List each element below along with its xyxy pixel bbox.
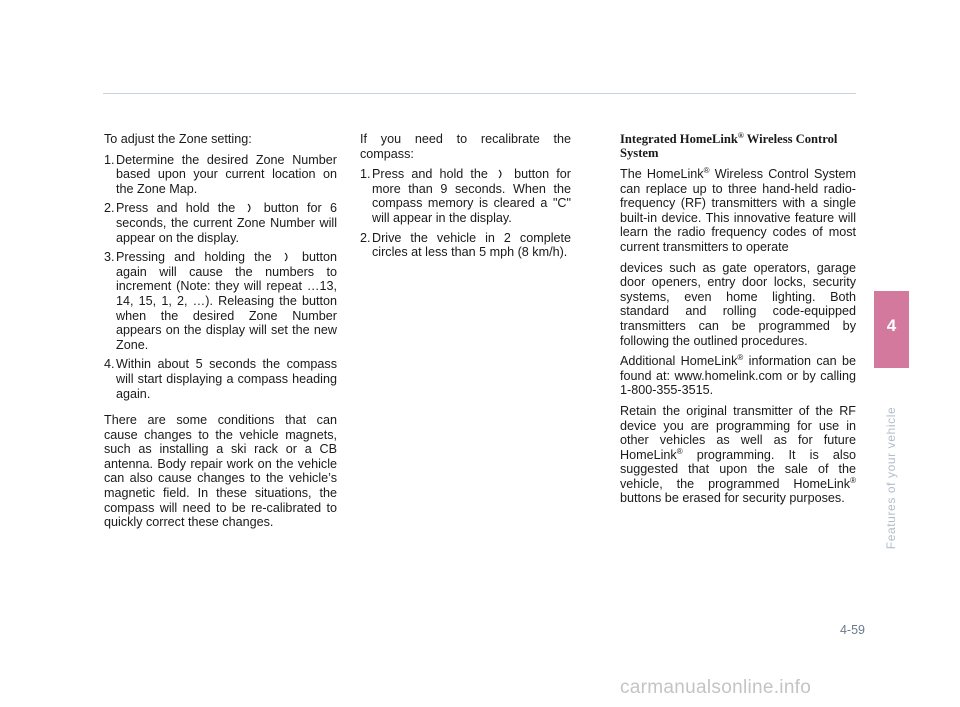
chapter-number: 4 bbox=[886, 316, 897, 335]
list-item: 1. Press and hold the button for more than 9 seconds. When the compass memory is cleared a "C" will appear in the display. bbox=[360, 167, 571, 225]
homelink-retain: Retain the original transmitter of the RF device you are programming for use in other vehicles as well as for future HomeLink® programming. It is also suggested that upon the sale of the vehicle, the programmed HomeLink® buttons be erased for security purposes. bbox=[620, 403, 856, 506]
homelink-devices: devices such as gate operators, garage door openers, entry door locks, security systems, even home lighting. Both standard and rolling code-equipped transmitters can be programmed by following the outlined procedures. bbox=[620, 260, 856, 348]
compass-button-icon bbox=[281, 252, 293, 262]
section-heading: Integrated HomeLink® Wireless Control System bbox=[620, 131, 838, 160]
watermark: carmanualsonline.info bbox=[620, 677, 812, 698]
list-item: 2. Press and hold the button for 6 seconds, the current Zone Number will appear on the display. bbox=[104, 201, 337, 245]
compass-button-icon bbox=[244, 203, 256, 213]
list-item: 2. Drive the vehicle in 2 complete circles at less than 5 mph (8 km/h). bbox=[360, 230, 571, 260]
column-recalibrate bbox=[360, 132, 571, 272]
column-zone-setting bbox=[104, 132, 337, 536]
chapter-title: Features of your vehicle bbox=[884, 406, 898, 550]
list-item: 1. Determine the desired Zone Number based upon your current location on the Zone Map. bbox=[104, 152, 337, 196]
page-number: 4-59 bbox=[839, 623, 865, 637]
homelink-info: Additional HomeLink® information can be found at: www.homelink.com or by calling 1-800-355-3515. bbox=[620, 353, 857, 398]
column-homelink bbox=[620, 132, 856, 512]
header-rule bbox=[103, 93, 856, 94]
recalibrate-steps bbox=[360, 167, 571, 260]
recalibrate-intro: If you need to recalibrate the compass: bbox=[360, 132, 571, 161]
list-item: 3. Pressing and holding the button again will cause the numbers to increment (Note: they will repeat …13, 14, 15, 1, 2, …). Releasing the button when the desired Zone Number appears on the display will set the new Zone. bbox=[104, 250, 337, 352]
zone-intro: To adjust the Zone setting: bbox=[104, 132, 252, 146]
recalibration-note: There are some conditions that can cause changes to the vehicle magnets, such as installing a ski rack or a CB antenna. Body repair work on the vehicle can also cause changes to the vehicle’s magnetic field. In these situations, the compass will need to be re-calibrated to quickly correct these changes. bbox=[104, 413, 337, 530]
list-item: 4. Within about 5 seconds the compass will start displaying a compass heading again. bbox=[104, 357, 337, 401]
homelink-intro: The HomeLink® Wireless Control System can replace up to three hand-held radio-frequency (RF) transmitters with a single built-in device. This innovative feature will learn the radio frequency codes of most current transmitters to operate bbox=[620, 166, 856, 254]
compass-button-icon bbox=[495, 169, 507, 179]
zone-steps bbox=[104, 153, 337, 402]
